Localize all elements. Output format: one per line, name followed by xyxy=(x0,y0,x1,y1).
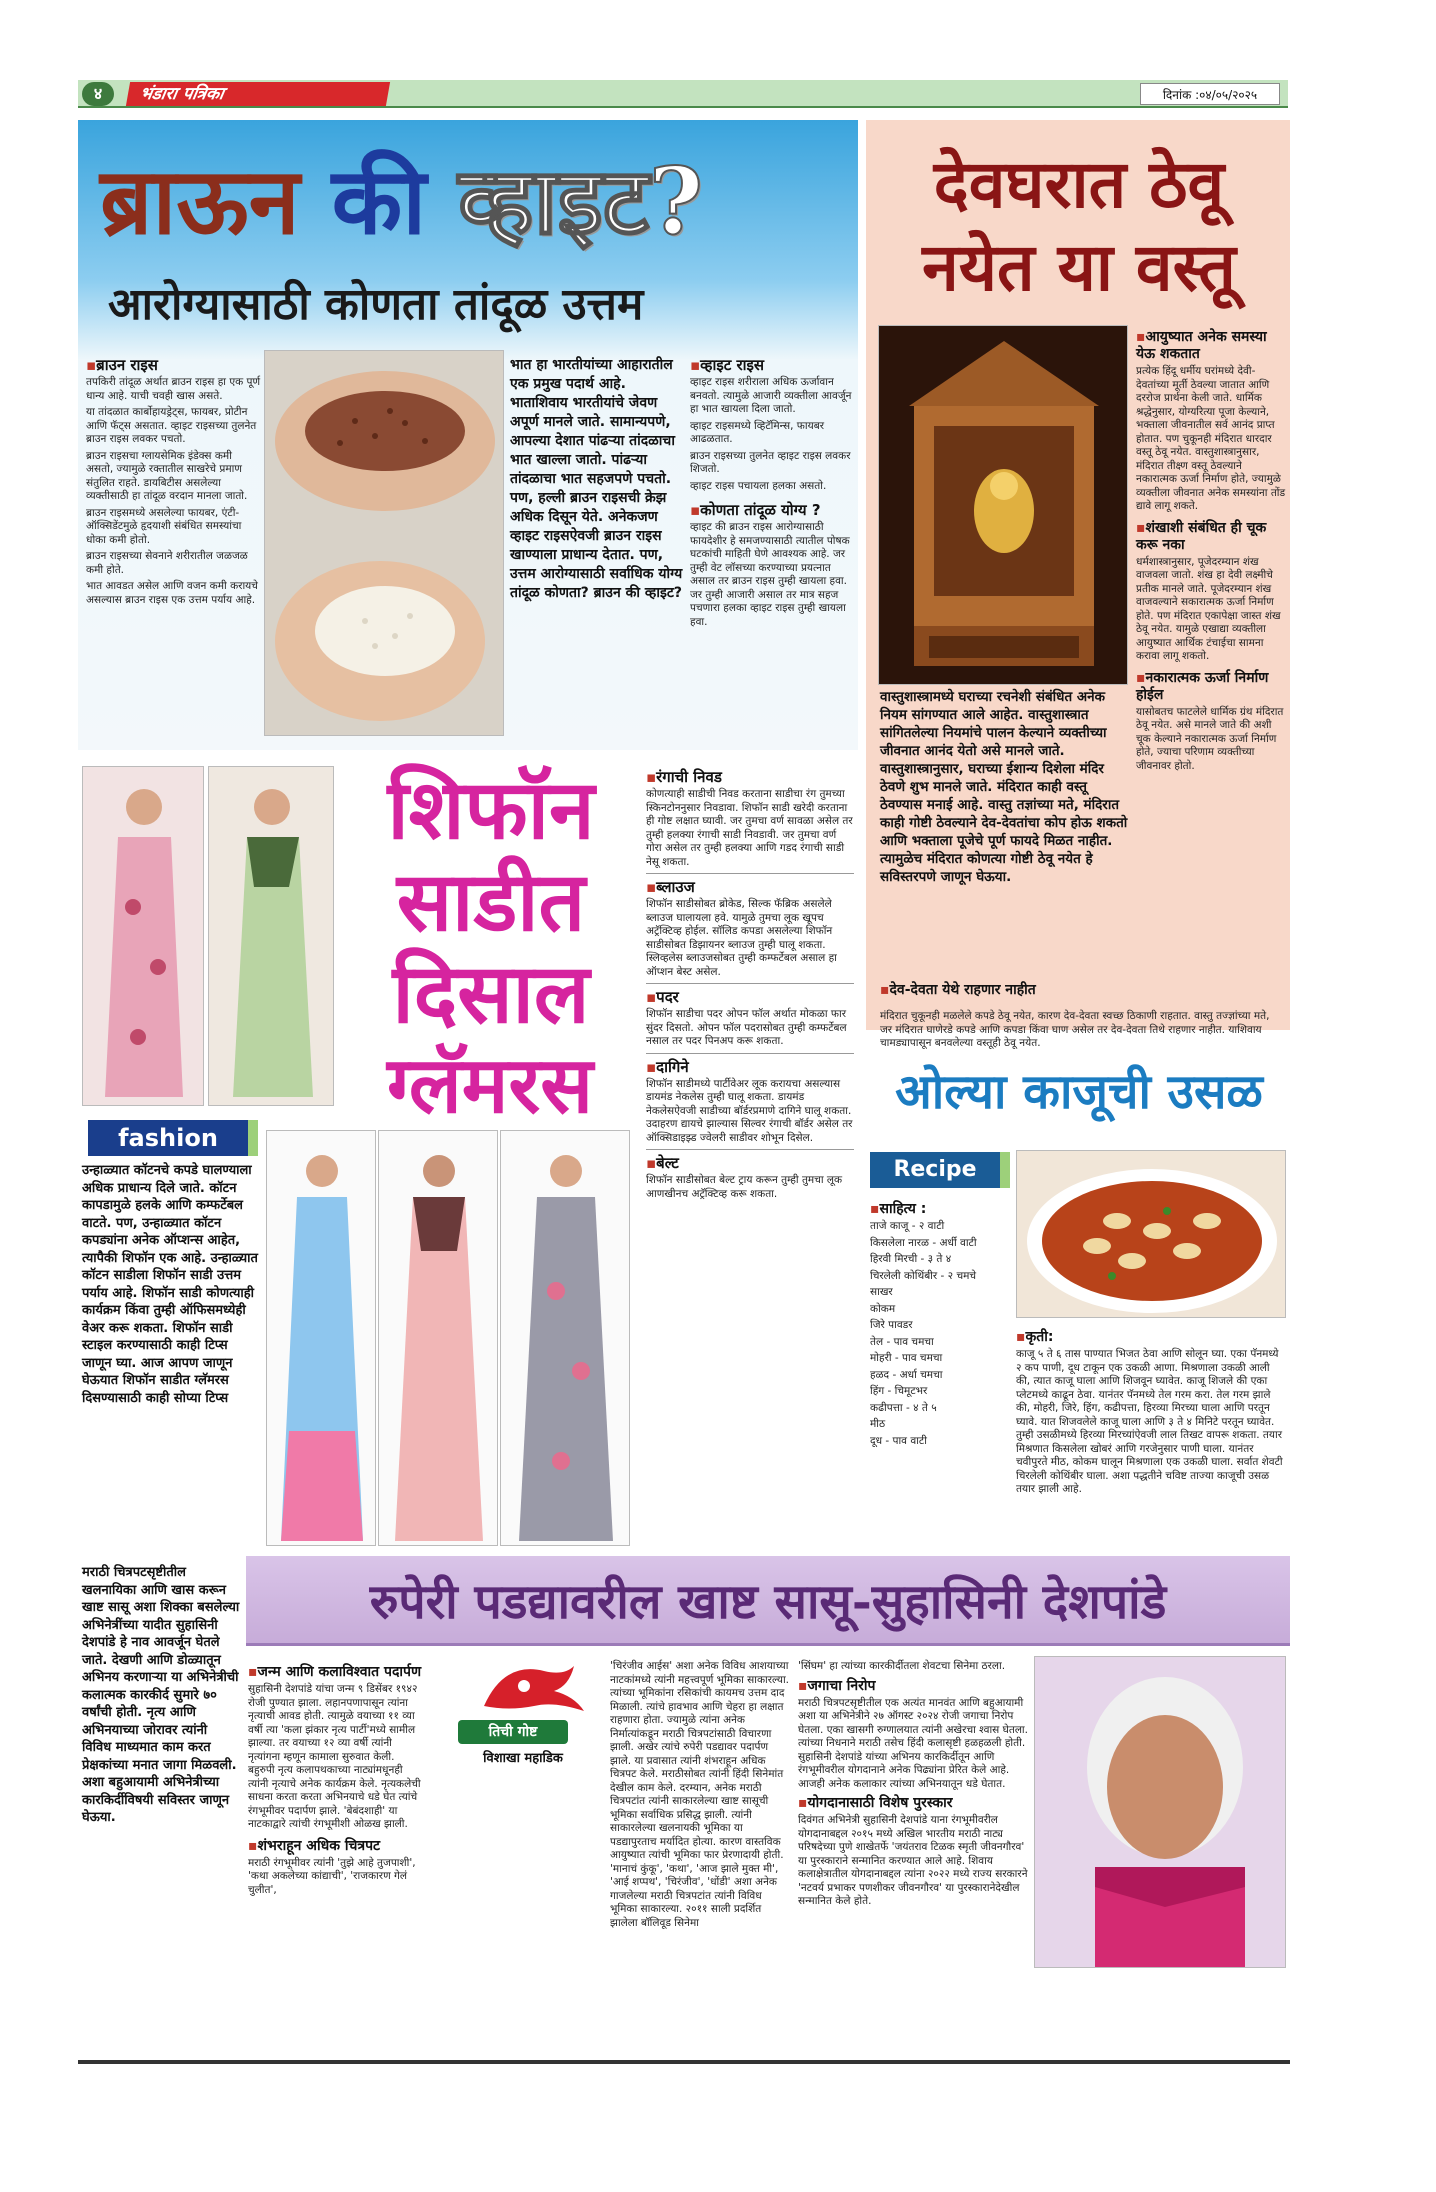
tip-heading: ▪ बेल्ट xyxy=(646,1154,854,1172)
ingredient-item: किसलेला नारळ - अर्धी वाटी xyxy=(870,1236,977,1249)
brown-rice-column xyxy=(86,352,262,742)
suhasini-s2-heading: ▪ शंभराहून अधिक चित्रपट xyxy=(248,1838,424,1855)
rice-subtitle: आरोग्यासाठी कोणता तांदूळ उत्तम xyxy=(108,279,644,330)
suhasini-col4 xyxy=(798,1660,1028,2052)
saree-illustration-5 xyxy=(501,1131,630,1546)
portrait-illustration xyxy=(1035,1657,1286,1968)
bottom-rule xyxy=(78,2060,1290,2064)
brown-rice-para: ब्राउन राइसचा ग्लायसेमिक इंडेक्स कमी असतो, ज्यामुळे रक्तातील साखरेचे प्रमाण संतुलित राहते. डायबिटीस असलेल्या व्यक्तीसाठी हा तांदूळ वरदान मानला जातो. xyxy=(86,449,248,502)
brown-rice-para: या तांदळात कार्बोहायड्रेट्स, फायबर, प्रोटीन आणि फॅट्स असतात. व्हाइट राइसच्या तुलनेत ब्राउन राइस लवकर पचतो. xyxy=(86,406,257,445)
brown-rice-para: ब्राउन राइसच्या सेवनाने शरीरातील जळजळ कमी होते. xyxy=(86,550,248,576)
recipe-title: ओल्या काजूची उसळ xyxy=(895,1064,1263,1120)
method-heading: ▪ कृती: xyxy=(1016,1328,1286,1346)
suhasini-s3-heading: ▪ जगाचा निरोप xyxy=(798,1678,1028,1695)
ingredient-item: तेल - पाव चमचा xyxy=(870,1335,934,1348)
which-rice-heading: ▪ कोणता तांदूळ योग्य ? xyxy=(690,501,854,519)
tip-item xyxy=(646,768,854,874)
saree-photo-5 xyxy=(500,1130,630,1546)
ingredients-list xyxy=(870,1220,1010,1448)
devghar-s1-text: प्रत्येक हिंदू धर्मीय घरांमध्ये देवी-देवतांच्या मूर्ती ठेवल्या जातात आणि दररोज प्रार्थना केली जाते. धार्मिक श्रद्धेनुसार, योग्यरित्या पूजा केल्याने, भक्ताला जीवनातील सर्व आनंद प्राप्त होतात. पण चुकूनही मंदिरात धारदार वस्तू ठेवू नयेत. वास्तुशास्त्रानुसार, मंदिरात तीक्ष्ण वस्तू ठेवल्याने नकारात्मक ऊर्जा निर्माण होते, ज्यामुळे व्यक्तीला जीवनात अनेक समस्यांना तोंड द्यावे लागू शकते. xyxy=(1136,365,1286,512)
saree-illustration-1 xyxy=(83,767,204,1106)
chiffon-tips-column xyxy=(646,764,854,1546)
ingredient-item: साखर xyxy=(870,1286,893,1298)
white-rice-para: ब्राउन राइसच्या तुलनेत व्हाइट राइस लवकर शिजतो. xyxy=(690,449,851,475)
chiffon-intro: उन्हाळ्यात कॉटनचे कपडे घालण्याला अधिक प्राधान्य दिले जाते. कॉटन कापडामुळे हलके आणि कम्फर्टेबल वाटते. पण, उन्हाळ्यात कॉटन कपड्यांना अनेक ऑप्शन्स आहेत, त्यापैकी शिफॉन एक आहे. उन्हाळ्यात कॉटन साडीला शिफॉन साडी उत्तम पर्याय आहे. शिफॉन साडी कोणत्याही कार्यक्रम किंवा तुम्ही ऑफिसमध्येही वेअर करू शकता. शिफॉन साडी स्टाइल करण्यासाठी काही टिप्स जाणून घ्या. आज आपण जाणून घेऊयात शिफॉन साडीत ग्लॅमरस दिसण्यासाठी काही सोप्या टिप्स xyxy=(82,1163,258,1406)
saree-photo-2 xyxy=(208,766,334,1106)
ingredient-item: हिंग - चिमूटभर xyxy=(870,1385,928,1397)
rice-photo-illustration xyxy=(265,351,504,736)
ingredient-item: कढीपत्ता - ४ ते ५ xyxy=(870,1401,937,1414)
tip-item xyxy=(646,878,854,984)
ingredients-heading: ▪ साहित्य : xyxy=(870,1200,1010,1218)
saree-photo-4 xyxy=(378,1130,498,1546)
tip-text: शिफॉन साडीसोबत बेल्ट ट्राय करून तुम्ही तुमचा लूक आणखीनच अट्रॅक्टिव्ह करू शकता. xyxy=(646,1174,843,1200)
rice-title-ki: की xyxy=(331,147,427,255)
suhasini-title: रुपेरी पडद्यावरील खाष्ट सासू-सुहासिनी देशपांडे xyxy=(369,1574,1167,1630)
brown-rice-heading: ▪ ब्राउन राइस xyxy=(86,356,262,374)
which-rice-text: व्हाइट की ब्राउन राइस आरोग्यासाठी फायदेशीर हे समजण्यासाठी त्यातील पोषक घटकांची माहिती घेणे आवश्यक आहे. जर तुम्ही वेट लॉसच्या करण्याच्या प्रयत्नात असाल तर ब्राउन राइस तुम्ही खायला हवा. जर तुम्ही आजारी असाल तर मात्र सहज पचणारा हलका व्हाइट राइस तुम्ही खायला हवा. xyxy=(690,521,850,628)
ingredient-item: हळद - अर्धा चमचा xyxy=(870,1368,943,1381)
recipe-section xyxy=(866,1060,1290,1550)
brown-rice-text xyxy=(86,376,262,607)
chiffon-title-l2: साडीत xyxy=(396,854,586,950)
paper-name: भंडारा पत्रिका xyxy=(126,82,390,106)
rice-section xyxy=(78,120,858,750)
ingredients-column xyxy=(870,1196,1010,1546)
tip-heading: ▪ रंगाची निवड xyxy=(646,768,854,786)
tip-text: शिफॉन साडीमध्ये पार्टीवेअर लूक करायचा असल्यास डायमंड नेकलेस तुम्ही घालू शकता. डायमंड नेकलेसऐवजी साडीच्या बॉर्डरप्रमाणे दागिने घालू शकता. उदाहरण द्यायचे झाल्यास सिल्वर रंगाची बॉर्डर असेल तर ऑक्सिडाइझ्ड ज्वेलरी साडीवर शोभून दिसेल. xyxy=(646,1077,853,1144)
suhasini-portrait-photo xyxy=(1034,1656,1286,1968)
temple-photo xyxy=(878,325,1128,685)
suhasini-col4-top: 'सिंघम' हा त्यांच्या कारकीर्दीतला शेवटचा सिनेमा ठरला. xyxy=(798,1660,1006,1672)
saree-illustration-3 xyxy=(267,1131,376,1546)
saree-photo-3 xyxy=(266,1130,376,1546)
suhasini-col3: 'चिरंजीव आईस' अशा अनेक विविध आशयाच्या नाटकांमध्ये त्यांनी महत्त्वपूर्ण भूमिका साकारल्या. त्यांच्या भूमिकांना रसिकांची कायमच उत्तम दाद मिळाली. त्यांचे हावभाव आणि चेहरा हा लक्षात राहणारा होता. ज्यामुळे त्यांना अनेक निर्मात्यांकडून मराठी चित्रपटांसाठी विचारणा झाली. अखेर त्यांचे रुपेरी पडद्यावर पदार्पण झाले. या प्रवासात त्यांनी शंभराहून अधिक चित्रपट केले. मराठीसोबत त्यांनी हिंदी सिनेमांत देखील काम केले. दरम्यान, अनेक मराठी चित्रपटांत त्यांनी साकारलेल्या खाष्ट सासूची भूमिका सर्वाधिक प्रसिद्ध झाली. त्यांनी साकारलेल्या खलनायकी भूमिका या पडद्यापुरताच मर्यादित होत्या. कारण वास्तविक आयुष्यात त्यांची भूमिका फार प्रेरणादायी होती. 'मानाचं कुंकू', 'कथा', 'आज झाले मुक्त मी', 'आई शप्पथ', 'चिरंजीव', 'धोंडी' अशा अनेक गाजलेल्या मराठी चित्रपटांत त्यांनी विविध भूमिका साकारल्या. २०११ साली प्रदर्शित झालेला बॉलिवूड सिनेमा xyxy=(610,1660,789,1929)
devghar-intro: वास्तुशास्त्रामध्ये घराच्या रचनेशी संबंधित अनेक नियम सांगण्यात आले आहेत. वास्तुशास्त्रात सांगितलेल्या नियमांचे पालन केल्याने व्यक्तीच्या जीवनात आनंद येतो असे मानले जाते. वास्तुशास्त्रानुसार, घराच्या ईशान्य दिशेला मंदिर ठेवणे शुभ मानले जाते. मंदिरात काही वस्तू ठेवण्यास मनाई आहे. वास्तु तज्ञांच्या मते, मंदिरात काही गोष्टी ठेवल्याने देव-देवतांचा कोप होऊ शकतो आणि भक्ताला पूजेचे पूर्ण फायदे मिळत नाहीत. त्यामुळेच मंदिरात कोणत्या गोष्टी ठेवू नयेत हे सविस्तरपणे जाणून घेऊया. xyxy=(880,689,1128,885)
tip-item xyxy=(646,1154,854,1201)
suhasini-sidebar: मराठी चित्रपटसृष्टीतील खलनायिका आणि खास करून खाष्ट सासू अशा शिक्का बसलेल्या अभिनेत्रींच्या यादीत सुहासिनी देशपांडे हे नाव आवर्जून घेतले जाते. देखणी आणि डोळ्यातून अभिनय करणाऱ्या या अभिनेत्रीची कलात्मक कारकीर्द सुमारे ७० वर्षांची होती. नृत्य आणि अभिनयाच्या जोरावर त्यांनी विविध माध्यमात काम करत प्रेक्षकांच्या मनात जागा मिळवली. अशा बहुआयामी अभिनेत्रीच्या कारकिर्दीविषयी सविस्तर जाणून घेऊया. xyxy=(82,1565,240,1825)
white-rice-para: व्हाइट राइस पचायला हलका असतो. xyxy=(690,479,827,492)
chiffon-title-l1: शिफॉन xyxy=(387,762,595,858)
cashew-dish-photo xyxy=(1016,1150,1286,1318)
white-rice-text xyxy=(690,376,854,493)
devghar-title-line2: नयेत या वस्तू xyxy=(922,228,1236,306)
ingredient-item: ताजे काजू - २ वाटी xyxy=(870,1220,945,1232)
devghar-s3-text: यासोबतच फाटलेले धार्मिक ग्रंथ मंदिरात ठेवू नयेत. असे मानले जाते की अशी चूक केल्याने नकारात्मक ऊर्जा निर्माण होते, ज्याचा परिणाम व्यक्तीच्या जीवनावर होतो. xyxy=(1136,705,1284,772)
suhasini-col-label-area xyxy=(428,1656,604,1776)
ingredient-item: चिरलेली कोथिंबीर - २ चमचे xyxy=(870,1269,977,1282)
devghar-s3-heading: ▪ नकारात्मक ऊर्जा निर्माण होईल xyxy=(1136,670,1286,704)
tip-heading: ▪ पदर xyxy=(646,988,854,1006)
suhasini-s4-heading: ▪ योगदानासाठी विशेष पुरस्कार xyxy=(798,1795,1028,1812)
devghar-s2-text: धर्मशास्त्रानुसार, पूजेदरम्यान शंख वाजवला जातो. शंख हा देवी लक्ष्मीचे प्रतीक मानले जाते. पूजेदरम्यान शंख वाजवल्याने सकारात्मक ऊर्जा निर्माण होते. पण मंदिरात एकापेक्षा जास्त शंख ठेवू नयेत. यामुळे एखाद्या व्यक्तीला आयुष्यात आर्थिक टंचाईचा सामना करावा लागू शकतो. xyxy=(1136,555,1281,662)
white-rice-heading: ▪ व्हाइट राइस xyxy=(690,356,854,374)
ingredient-item: मीठ xyxy=(870,1418,886,1430)
rice-hands-photo xyxy=(264,350,504,736)
rice-title-brown: ब्राऊन xyxy=(100,147,300,255)
white-rice-para: व्हाइट राइस शरीराला अधिक ऊर्जावान बनवतो. त्यामुळे आजारी व्यक्तीला आवर्जून हा भात खायला दिला जातो. xyxy=(690,376,852,415)
woman-profile-logo-icon xyxy=(464,1656,604,1716)
chiffon-title-l3: दिसाल xyxy=(392,946,590,1042)
tip-text: शिफॉन साडीसोबत ब्रोकेड, सिल्क फॅब्रिक असलेले ब्लाउज घालायला हवे. यामुळे तुमचा लूक खूपच अट्रॅक्टिव्ह होईल. सॉलिड कपडा असलेल्या शिफॉन साडीसोबत डिझायनर ब्लाउज तुम्ही घालू शकता. स्लिव्हलेस ब्लाउजसोबत तुम्ही कम्फर्टेबल असाल हा ऑप्शन बेस्ट असेल. xyxy=(646,898,837,978)
fashion-label: fashion xyxy=(88,1120,258,1156)
cashew-dish-illustration xyxy=(1017,1151,1286,1318)
devghar-section xyxy=(866,120,1290,1030)
column-label: तिची गोष्ट xyxy=(458,1720,568,1744)
page-number: ४ xyxy=(82,82,114,106)
tip-text: शिफॉन साडीचा पदर ओपन फॉल अर्थात मोकळा फार सुंदर दिसतो. ओपन फॉल पदरासोबत तुम्ही कम्फर्टेबल नसाल तर पदर पिनअप करू शकता. xyxy=(646,1008,847,1047)
suhasini-s1-text: सुहासिनी देशपांडे यांचा जन्म ९ डिसेंबर १९४२ रोजी पुण्यात झाला. लहानपणापासून त्यांना नृत्याची आवड होती. त्यामुळे वयाच्या ११ व्या वर्षी त्या 'कला झंकार नृत्य पार्टी'मध्ये सामील झाल्या. तर वयाच्या १२ व्या वर्षी त्यांनी नृत्यांगना म्हणून कामाला सुरुवात केली. बहुरुपी नृत्य कलापथकाच्या नाट्यांमधूनही त्यांनी नृत्याचे अनेक कार्यक्रम केले. नृत्यकलेची साधना करता करता अभिनयाचे धडे घेत त्यांचे रंगभूमीवर पदार्पण झाले. 'बेबंदशाही' या नाटकाद्वारे त्यांची रंगभूमीशी ओळख झाली. xyxy=(248,1683,421,1830)
suhasini-col1 xyxy=(248,1660,424,2052)
suhasini-section xyxy=(78,1556,1290,2056)
ingredient-item: कोकम xyxy=(870,1302,896,1315)
suhasini-s3-text: मराठी चित्रपटसृष्टीतील एक अत्यंत मानवंत आणि बहुआयामी अशा या अभिनेत्रीने २७ ऑगस्ट २०२४ रोजी जगाचा निरोप घेतला. एका खासगी रुग्णालयात त्यांनी अखेरचा श्वास घेतला. त्यांच्या निधनाने मराठी तसेच हिंदी कलासृष्टी हळहळली होती. सुहासिनी देशपांडे यांच्या अभिनय कारकिर्दीतून आणि रंगभूमीवरील योगदानाने अनेक पिढ्यांना प्रेरित केले आहे. आजही अनेक कलाकार त्यांच्या अभिनयातून धडे घेतात. xyxy=(798,1696,1028,1790)
temple-illustration xyxy=(879,326,1128,685)
header-strip xyxy=(78,80,1288,108)
method-column xyxy=(1016,1324,1286,1546)
brown-rice-para: तपकिरी तांदूळ अर्थात ब्राउन राइस हा एक पूर्ण धान्य आहे. याची चवही खास असते. xyxy=(86,376,261,402)
ingredient-item: हिरवी मिरची - ३ ते ४ xyxy=(870,1253,952,1265)
tip-item xyxy=(646,1058,854,1151)
rice-title xyxy=(100,146,840,266)
devghar-s4-heading: ▪ देव-देवता येथे राहणार नाहीत xyxy=(880,982,1280,998)
devghar-s1-heading: ▪ आयुष्यात अनेक समस्या येऊ शकतात xyxy=(1136,329,1286,363)
tip-item xyxy=(646,988,854,1054)
tip-heading: ▪ ब्लाउज xyxy=(646,878,854,896)
suhasini-s4-text: दिवंगत अभिनेत्री सुहासिनी देशपांडे याना रंगभूमीवरील योगदानाबद्दल २०१५ मध्ये अखिल भारतीय मराठी नाट्य परिषदेच्या पुणे शाखेतर्फे 'जयंतराव टिळक स्मृती जीवनगौरव' या पुरस्काराने सन्मानित करण्यात आले आहे. शिवाय कलाक्षेत्रातील योगदानाबद्दल त्यांना २०२२ मध्ये राज्य सरकारने 'नटवर्य प्रभाकर पणशीकर जीवनगौरव' या पुरस्कारानेदेखील सन्मानित केले होते. xyxy=(798,1814,1028,1907)
chiffon-title-l4: ग्लॅमरस xyxy=(386,1040,594,1131)
rice-center-text: भात हा भारतीयांच्या आहारातील एक प्रमुख पदार्थ आहे. भाताशिवाय भारतीयांचे जेवण अपूर्ण मानले जाते. सामान्यपणे, आपल्या देशात पांढऱ्या तांदळाचा भात खाल्ला जातो. पांढऱ्या तांदळाचा भात सहजपणे पचतो. पण, हल्ली ब्राउन राइसची क्रेझ अधिक दिसून येते. अनेकजण व्हाइट राइसऐवजी ब्राउन राइस खाण्याला प्राधान्य देतात. पण, उत्तम आरोग्यासाठी सर्वाधिक योग्य तांदूळ कोणता? ब्राउन की व्हाइट? xyxy=(510,357,683,601)
suhasini-s1-heading: ▪ जन्म आणि कलाविश्वात पदार्पण xyxy=(248,1664,424,1681)
tip-heading: ▪ दागिने xyxy=(646,1058,854,1076)
saree-illustration-2 xyxy=(209,767,334,1106)
author-name: विशाखा महाडिक xyxy=(483,1751,563,1766)
chiffon-section xyxy=(78,760,858,1550)
suhasini-s2-text: मराठी रंगभूमीवर त्यांनी 'तुझे आहे तुजपाशी', 'कथा अकलेच्या कांद्याची', 'राजकारण गेलं चुलीत', xyxy=(248,1856,416,1896)
method-text: काजू ५ ते ६ तास पाण्यात भिजत ठेवा आणि सोलून घ्या. एका पॅनमध्ये २ कप पाणी, दूध टाकून एक उकळी आणा. मिश्रणाला उकळी आली की, त्यात काजू घाला आणि शिजवून घ्यावेत. काजू शिजले की एका प्लेटमध्ये काढून ठेवा. यानंतर पॅनमध्ये तेल गरम करा. तेल गरम झाले की, मोहरी, जिरे, हिंग, कढीपत्ता, हिरव्या मिरच्या घाला आणि परतून घ्यावे. यात शिजवलेले काजू घाला आणि ३ ते ४ मिनिटे परतून घ्यावेत. तुम्ही उसळीमध्ये हिरव्या मिरच्यांऐवजी लाल तिखट वापरू शकता. तयार मिश्रणात किसलेला खोबरं आणि गरजेनुसार पाणी घाला. यानंतर चवीपुरते मीठ, कोकम घालून मिश्रणाला एक उकळी घाला. सर्वात शेवटी चिरलेली कोथिंबीर घाला. अशा पद्धतीने चविष्ट ताज्या काजूची उसळ तयार झाली आहे. xyxy=(1016,1348,1283,1495)
tip-text: कोणत्याही साडीची निवड करताना साडीचा रंग तुमच्या स्किनटोननुसार निवडावा. शिफॉन साडी खरेदी करताना ही गोष्ट लक्षात घ्यावी. जर तुमचा वर्ण सावळा असेल तर तुम्ही हलक्या रंगाची साडी निवडावी. जर तुमचा वर्ण गोरा असेल तर तुम्ही हलक्या आणि गडद रंगाची साडी नेसू शकता. xyxy=(646,788,853,868)
devghar-s4-text: मंदिरात चुकूनही मळलेले कपडे ठेवू नयेत, कारण देव-देवता स्वच्छ ठिकाणी राहतात. वास्तु तज्ज्ञांच्या मते, जर मंदिरात घाणेरडे कपडे आणि कपडा किंवा घाण असेल तर देव-देवता तिथे राहणार नाहीत. याशिवाय चामड्यापासून बनवलेल्या वस्तूही ठेवू नयेत. xyxy=(880,1010,1270,1049)
devghar-title-line1: देवघरात ठेवू xyxy=(933,145,1225,223)
devghar-right-column xyxy=(1136,325,1286,985)
ingredient-item: दूध - पाव वाटी xyxy=(870,1434,927,1447)
recipe-label: Recipe xyxy=(870,1152,1010,1188)
ingredient-item: मोहरी - पाव चमचा xyxy=(870,1352,943,1364)
devghar-s2-heading: ▪ शंखाशी संबंधित ही चूक करू नका xyxy=(1136,520,1286,554)
saree-photo-1 xyxy=(82,766,204,1106)
date-label: दिनांक :०४/०५/२०२५ xyxy=(1140,83,1280,105)
brown-rice-para: ब्राउन राइसमध्ये असलेल्या फायबर, एंटी-ऑक्सिडेंटमुळे हृदयाशी संबंधित समस्यांचा धोका कमी होतो. xyxy=(86,506,242,546)
suhasini-title-band xyxy=(246,1556,1290,1646)
rice-title-white: व्हाइट? xyxy=(458,147,703,255)
ingredient-item: जिरे पावडर xyxy=(870,1319,913,1331)
white-rice-para: व्हाइट राइसमध्ये व्हिटॅमिन्स, फायबर आढळतात. xyxy=(690,419,825,445)
brown-rice-para: भात आवडत असेल आणि वजन कमी करायचे असल्यास ब्राउन राइस एक उत्तम पर्याय आहे. xyxy=(86,580,258,606)
white-rice-column xyxy=(690,352,854,742)
saree-illustration-4 xyxy=(379,1131,498,1546)
